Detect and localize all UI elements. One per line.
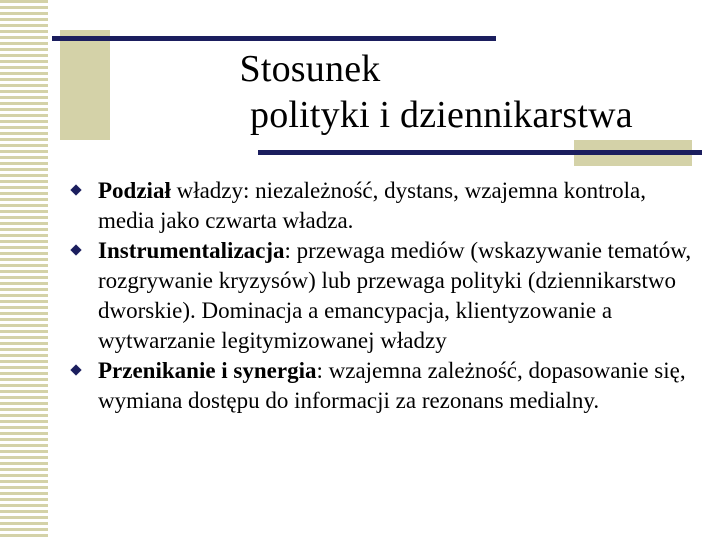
bullet-text: : wzajemna zależność, dopasowanie się, wymiana dostępu do informacji za rezonans medialny. bbox=[98, 358, 686, 413]
decorative-stripes bbox=[0, 0, 48, 540]
slide-title bbox=[110, 46, 633, 138]
diamond-bullet-icon bbox=[70, 244, 81, 255]
bullet-item bbox=[70, 356, 700, 416]
bullet-item bbox=[70, 236, 700, 356]
decorative-rule-bottom bbox=[258, 150, 702, 155]
bullet-text: : przewaga mediów (wskazywanie tematów, rozgrywanie kryzysów) lub przewaga polityki (dziennikarstwo dworskie). Dominacja a emancypacja, klientyzowanie a wytwarzanie legitymizowanej władzy bbox=[98, 238, 692, 353]
bullet-bold-term: Instrumentalizacja bbox=[98, 238, 285, 263]
title-line-2: polityki i dziennikarstwa bbox=[250, 94, 633, 136]
bullet-text: władzy: niezależność, dystans, wzajemna kontrola, media jako czwarta władza. bbox=[98, 178, 647, 233]
bullet-bold-term: Podział bbox=[98, 178, 171, 203]
diamond-bullet-icon bbox=[70, 364, 81, 375]
bullet-list bbox=[70, 176, 700, 416]
decorative-rule-top bbox=[52, 36, 496, 41]
bullet-bold-term: Przenikanie i synergia bbox=[98, 358, 317, 383]
bullet-item bbox=[70, 176, 700, 236]
title-line-1: Stosunek bbox=[239, 48, 381, 90]
diamond-bullet-icon bbox=[70, 184, 81, 195]
decorative-block-top bbox=[60, 30, 110, 140]
